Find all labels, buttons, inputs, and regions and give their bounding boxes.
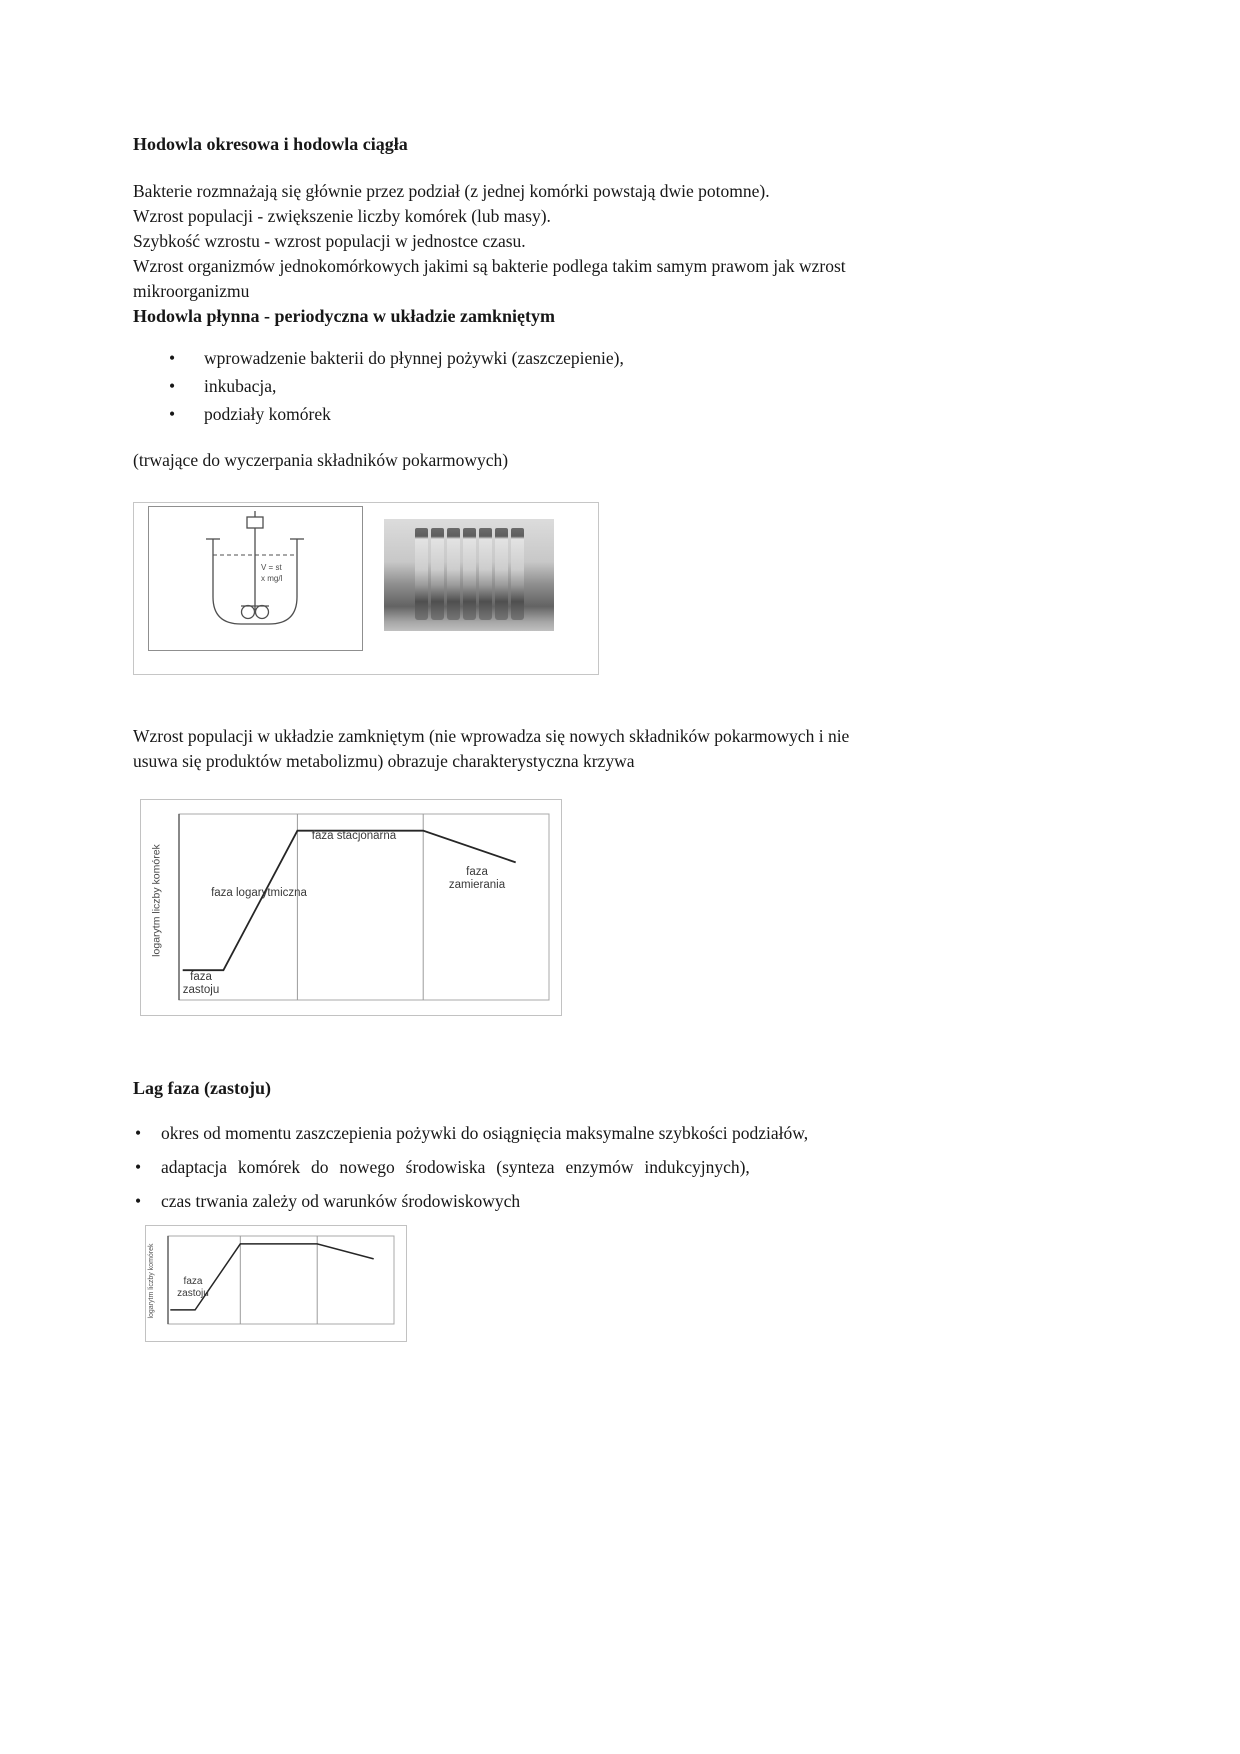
heading-batch-culture: Hodowla płynna - periodyczna w układzie zamkniętym <box>133 306 556 326</box>
text-line: Bakterie rozmnażają się głównie przez podział (z jednej komórki powstają dwie potomne). <box>133 181 770 201</box>
test-tube <box>463 528 476 620</box>
text-line: Wzrost populacji w układzie zamkniętym (nie wprowadza się nowych składników pokarmowych i nie <box>133 726 850 746</box>
impeller-blade <box>256 606 269 619</box>
figure-batch-culture <box>133 502 599 675</box>
test-tube <box>511 528 524 620</box>
y-axis-label: logarytm liczby komórek <box>148 1243 155 1319</box>
bioreactor-drawing <box>149 507 362 650</box>
page-content <box>133 132 1108 1342</box>
stirrer-motor <box>247 517 263 528</box>
page-title: Hodowla okresowa i hodowla ciągła <box>133 134 408 154</box>
batch-steps-list <box>133 346 1108 427</box>
intro-paragraph <box>133 179 1108 304</box>
note-duration: (trwające do wyczerpania składników pokarmowych) <box>133 450 509 470</box>
heading-lag-phase: Lag faza (zastoju) <box>133 1078 271 1098</box>
text-line: Wzrost populacji - zwiększenie liczby komórek (lub masy). <box>133 206 551 226</box>
test-tube <box>431 528 444 620</box>
growth-curve-line <box>183 831 516 971</box>
list-item: • adaptacja komórek do nowego środowiska (synteza enzymów indukcyjnych), <box>133 1155 1108 1180</box>
list-item: • inkubacja, <box>133 374 1108 399</box>
vessel-label: x mg/l <box>261 574 283 583</box>
test-tube <box>479 528 492 620</box>
test-tube <box>447 528 460 620</box>
lag-phase-list <box>133 1121 1108 1214</box>
y-axis-label: logarytm liczby komórek <box>150 844 163 957</box>
list-item: • podziały komórek <box>133 402 1108 427</box>
annotation-faza-zastoju: faza zastoju <box>177 1276 209 1299</box>
test-tube <box>415 528 428 620</box>
text-line: Wzrost organizmów jednokomórkowych jakimi są bakterie podlega takim samym prawom jak wzrost <box>133 256 846 276</box>
text-line: Szybkość wzrostu - wzrost populacji w jednostce czasu. <box>133 231 526 251</box>
lag-phase-figure <box>145 1225 407 1342</box>
annotation-faza-stacjonarna: faza stacjonarna <box>311 830 397 842</box>
annotation-faza-zastoju: faza zastoju <box>182 971 220 997</box>
text-line: usuwa się produktów metabolizmu) obrazuje charakterystyczna krzywa <box>133 751 635 771</box>
annotation-faza-logarytmiczna: faza logarytmiczna <box>211 887 307 899</box>
test-tubes-photo <box>384 519 554 631</box>
growth-paragraph <box>133 724 1108 774</box>
text-line: mikroorganizmu <box>133 281 250 301</box>
list-item: • okres od momentu zaszczepienia pożywki do osiągnięcia maksymalne szybkości podziałów, <box>133 1121 1108 1146</box>
test-tube <box>495 528 508 620</box>
growth-curve-figure <box>140 799 562 1016</box>
list-item: • czas trwania zależy od warunków środowiskowych <box>133 1189 1108 1214</box>
vessel-label: V = st <box>261 563 282 572</box>
annotation-faza-zamierania: faza zamierania <box>448 866 506 892</box>
impeller-blade <box>242 606 255 619</box>
bioreactor-diagram <box>148 506 363 651</box>
list-item: • wprowadzenie bakterii do płynnej pożywki (zaszczepienie), <box>133 346 1108 371</box>
